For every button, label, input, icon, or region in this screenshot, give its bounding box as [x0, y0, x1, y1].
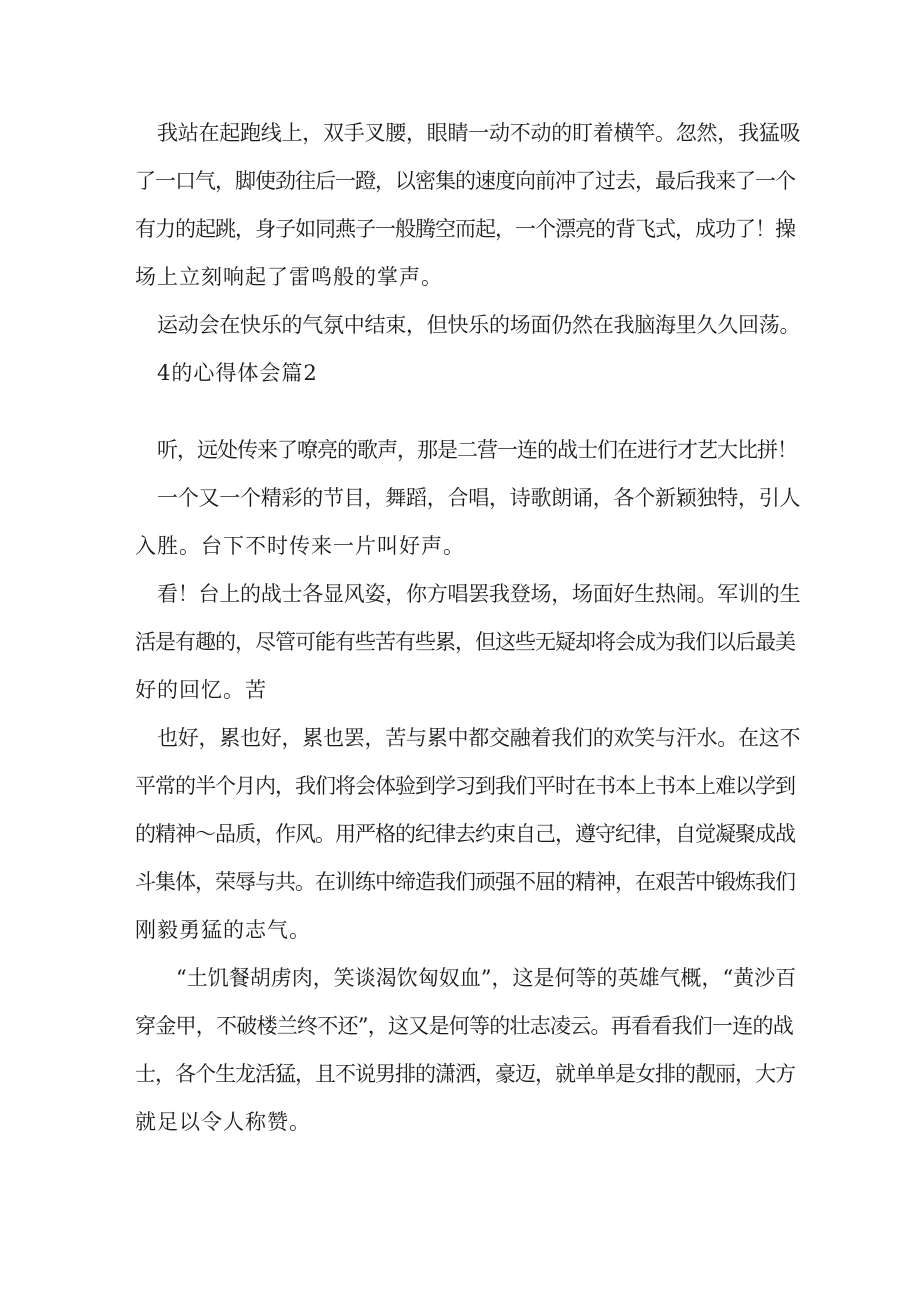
- paragraph-6-line-1: “土饥餐胡虏肉，笑谈渴饮匈奴血”，这是何等的英雄气概，“黄沙百: [176, 966, 797, 990]
- paragraph-3-line-2: 一个又一个精彩的节目，舞蹈，合唱，诗歌朗诵，各个新颖独特，引人: [157, 486, 801, 510]
- paragraph-5-line-5: 刚毅勇猛的志气。: [135, 918, 311, 942]
- paragraph-1-line-1: 我站在起跑线上，双手叉腰，眼睛一动不动的盯着横竿。忽然，我猛吸: [157, 121, 801, 145]
- paragraph-4-line-1: 看！台上的战士各显风姿，你方唱罢我登场，场面好生热闹。军训的生: [157, 582, 801, 606]
- paragraph-5-line-3: 的精神～品质，作风。用严格的纪律去约束自己，遵守纪律，自觉凝聚成战: [135, 822, 795, 846]
- paragraph-1-line-2: 了一口气，脚使劲往后一蹬，以密集的速度向前冲了过去，最后我来了一个: [135, 169, 795, 193]
- section-heading: 4的心得体会篇2: [157, 361, 318, 385]
- paragraph-3-line-1: 听，远处传来了嘹亮的歌声，那是二营一连的战士们在进行才艺大比拼！: [157, 438, 797, 462]
- paragraph-1-line-3: 有力的起跳，身子如同燕子一般腾空而起，一个漂亮的背飞式，成功了！操: [135, 217, 795, 241]
- paragraph-2-line-1: 运动会在快乐的气氛中结束，但快乐的场面仍然在我脑海里久久回荡。: [157, 313, 801, 337]
- paragraph-1-line-4: 场上立刻响起了雷鸣般的掌声。: [135, 265, 443, 289]
- paragraph-5-line-1: 也好，累也好，累也罢，苦与累中都交融着我们的欢笑与汗水。在这不: [157, 726, 801, 750]
- paragraph-3-line-3: 入胜。台下不时传来一片叫好声。: [135, 534, 465, 558]
- paragraph-6-line-2: 穿金甲，不破楼兰终不还”，这又是何等的壮志凌云。再看看我们一连的战: [135, 1014, 793, 1038]
- paragraph-5-line-4: 斗集体，荣辱与共。在训练中缔造我们顽强不屈的精神，在艰苦中锻炼我们: [135, 870, 795, 894]
- paragraph-4-line-2: 活是有趣的，尽管可能有些苦有些累，但这些无疑却将会成为我们以后最美: [135, 630, 795, 654]
- paragraph-4-line-3: 好的回忆。苦: [135, 678, 267, 702]
- paragraph-5-line-2: 平常的半个月内，我们将会体验到学习到我们平时在书本上书本上难以学到: [135, 774, 795, 798]
- paragraph-6-line-4: 就足以令人称赞。: [135, 1110, 311, 1134]
- paragraph-6-line-3: 士，各个生龙活猛，且不说男排的潇洒，豪迈，就单单是女排的靓丽，大方: [135, 1062, 795, 1086]
